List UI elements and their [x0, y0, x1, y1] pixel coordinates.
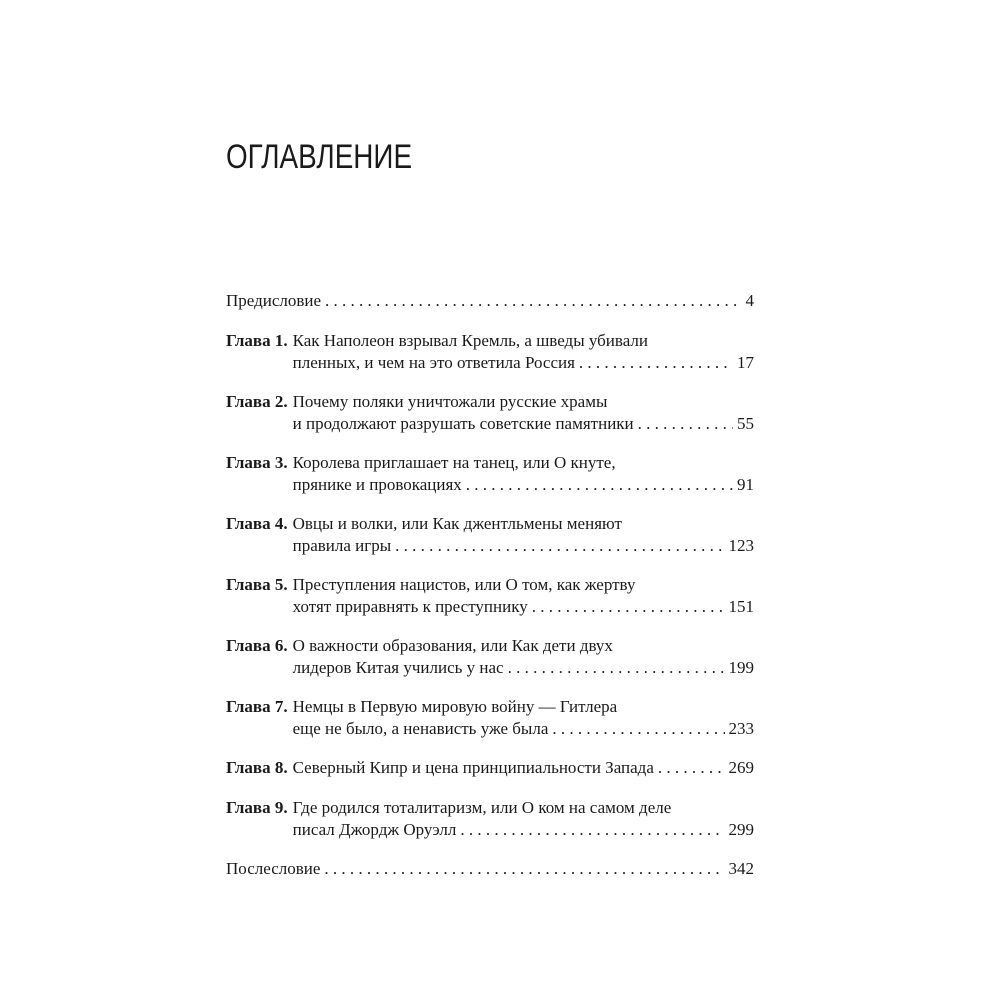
page-number: 269 — [728, 758, 754, 777]
entry-title-line: правила игры — [292, 536, 392, 555]
entry-title-line: Овцы и волки, или Как джентльмены меняют — [292, 514, 622, 533]
toc-entry[interactable] — [226, 858, 754, 880]
page-number: 151 — [728, 597, 754, 616]
entry-title-line: писал Джордж Оруэлл — [292, 820, 457, 839]
chapter-label: Глава 5. — [226, 575, 288, 594]
entry-title-line: пленных, и чем на это ответила Россия — [292, 353, 575, 372]
dot-leader — [466, 474, 733, 496]
page-number: 299 — [728, 820, 754, 839]
toc-entry[interactable] — [226, 696, 754, 740]
page-number: 17 — [737, 353, 754, 372]
chapter-label: Глава 4. — [226, 514, 288, 533]
entry-title-line: Предисловие — [226, 291, 322, 310]
toc-entry[interactable] — [226, 391, 754, 435]
page-number: 233 — [728, 719, 754, 738]
chapter-label: Глава 7. — [226, 697, 288, 716]
toc-entry[interactable] — [226, 757, 754, 779]
entry-title-line: лидеров Китая учились у нас — [292, 658, 504, 677]
dot-leader — [508, 657, 725, 679]
page-title: ОГЛАВЛЕНИЕ — [226, 138, 413, 176]
dot-leader — [532, 596, 725, 618]
toc-entry[interactable] — [226, 797, 754, 841]
entry-title-line: Послесловие — [226, 859, 321, 878]
entry-title-line: Почему поляки уничтожали русские храмы — [292, 392, 608, 411]
page-number: 123 — [728, 536, 754, 555]
page-number: 342 — [728, 859, 754, 878]
dot-leader — [579, 352, 733, 374]
toc-entry[interactable] — [226, 574, 754, 618]
page-number: 4 — [745, 291, 754, 310]
dot-leader — [395, 535, 724, 557]
dot-leader — [325, 290, 741, 312]
dot-leader — [552, 718, 724, 740]
dot-leader — [324, 858, 724, 880]
chapter-label: Глава 1. — [226, 331, 288, 350]
toc-entry[interactable] — [226, 452, 754, 496]
page-number: 199 — [728, 658, 754, 677]
chapter-label: Глава 9. — [226, 798, 288, 817]
chapter-label: Глава 6. — [226, 636, 288, 655]
entry-title-line: еще не было, а ненависть уже была — [292, 719, 549, 738]
dot-leader — [460, 819, 724, 841]
entry-title-line: прянике и провокациях — [292, 475, 462, 494]
toc-entry[interactable] — [226, 330, 754, 374]
page-number: 91 — [737, 475, 754, 494]
entry-title-line: хотят приравнять к преступнику — [292, 597, 528, 616]
entry-title-line: Немцы в Первую мировую войну — Гитлера — [292, 697, 618, 716]
dot-leader — [638, 413, 733, 435]
chapter-label: Глава 2. — [226, 392, 288, 411]
toc-entry[interactable] — [226, 513, 754, 557]
entry-title-line: Где родился тоталитаризм, или О ком на самом деле — [292, 798, 672, 817]
chapter-label: Глава 8. — [226, 758, 288, 777]
entry-title-line: Преступления нацистов, или О том, как жертву — [292, 575, 636, 594]
entry-title-line: О важности образования, или Как дети двух — [292, 636, 613, 655]
table-of-contents — [226, 290, 754, 898]
entry-title-line: и продолжают разрушать советские памятники — [292, 414, 634, 433]
entry-title-line: Северный Кипр и цена принципиальности Запада — [292, 758, 654, 777]
toc-entry[interactable] — [226, 635, 754, 679]
entry-title-line: Королева приглашает на танец, или О кнуте, — [292, 453, 616, 472]
toc-entry[interactable] — [226, 290, 754, 312]
entry-title-line: Как Наполеон взрывал Кремль, а шведы убивали — [292, 331, 648, 350]
page-number: 55 — [737, 414, 754, 433]
dot-leader — [658, 757, 725, 779]
chapter-label: Глава 3. — [226, 453, 288, 472]
